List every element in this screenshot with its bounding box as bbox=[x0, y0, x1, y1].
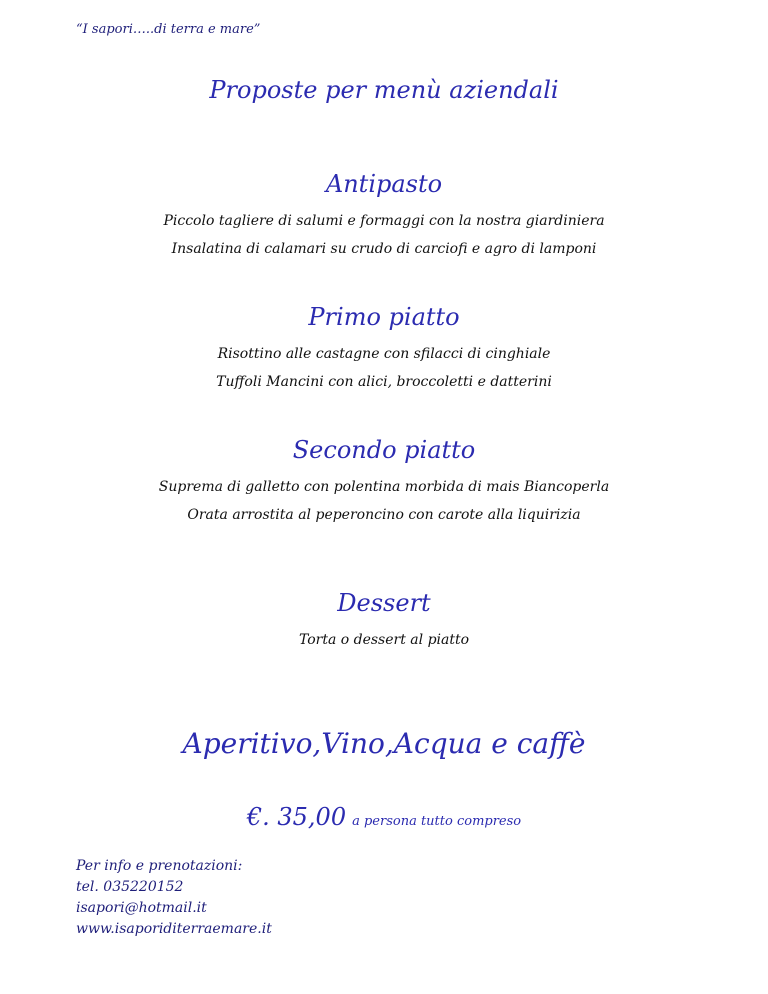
dish-item: Risottino alle castagne con sfilacci di cinghiale bbox=[217, 346, 551, 362]
contact-email: isapori@hotmail.it bbox=[76, 900, 207, 916]
section-dessert bbox=[0, 589, 768, 659]
contact-phone: tel. 035220152 bbox=[76, 879, 184, 895]
section-primo-piatto bbox=[0, 303, 768, 401]
price-amount: €. 35,00 bbox=[246, 803, 347, 831]
price-note: a persona tutto compreso bbox=[352, 814, 522, 829]
section-heading: Antipasto bbox=[325, 170, 443, 198]
section-heading: Primo piatto bbox=[308, 303, 460, 331]
dish-item: Suprema di galletto con polentina morbida di mais Biancoperla bbox=[158, 479, 610, 495]
dish-item: Torta o dessert al piatto bbox=[298, 632, 470, 648]
drinks-heading: Aperitivo,Vino,Acqua e caffè bbox=[182, 727, 586, 760]
section-heading: Secondo piatto bbox=[292, 436, 476, 464]
dish-item: Insalatina di calamari su crudo di carciofi e agro di lamponi bbox=[171, 241, 597, 257]
section-heading: Dessert bbox=[337, 589, 431, 617]
section-secondo-piatto bbox=[0, 436, 768, 534]
section-antipasto bbox=[0, 170, 768, 268]
dish-item: Orata arrostita al peperoncino con carote alla liquirizia bbox=[187, 507, 581, 523]
header-tagline: “I sapori…..di terra e mare” bbox=[76, 22, 261, 37]
contact-label: Per info e prenotazioni: bbox=[76, 858, 243, 874]
contact-website: www.isaporiditerraemare.it bbox=[76, 921, 272, 937]
price-line bbox=[0, 803, 768, 831]
contact-block bbox=[76, 856, 272, 940]
dish-item: Tuffoli Mancini con alici, broccoletti e datterini bbox=[216, 374, 552, 390]
page-title: Proposte per menù aziendali bbox=[209, 76, 559, 104]
dish-item: Piccolo tagliere di salumi e formaggi con la nostra giardiniera bbox=[163, 213, 605, 229]
